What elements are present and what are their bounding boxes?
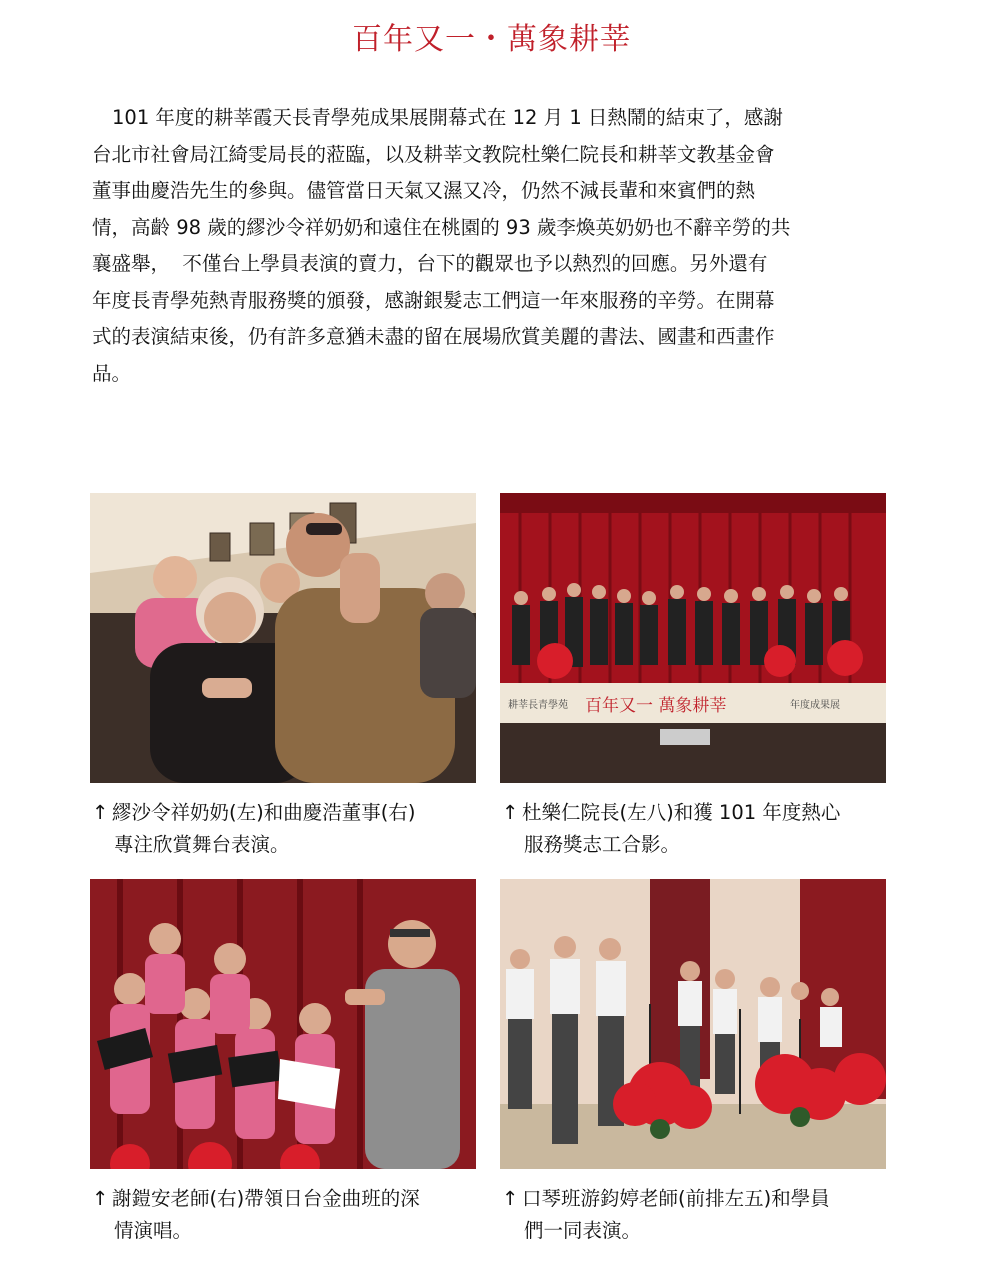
paragraph-line: 式的表演結束後，仍有許多意猶未盡的留在展場欣賞美麗的書法、國畫和西畫作: [92, 325, 775, 348]
caption-line: 繆沙令祥奶奶(左)和曲慶浩董事(右): [112, 801, 416, 824]
photo-caption: [92, 797, 492, 861]
article-paragraph: [92, 100, 902, 392]
banner-left-text: 耕莘長青學苑: [508, 700, 568, 711]
caption-line: 謝鎧安老師(右)帶領日台金曲班的深: [112, 1187, 420, 1210]
photo-harmonica-band: [500, 879, 886, 1169]
caption-line: 杜樂仁院長(左八)和獲 101 年度熱心: [522, 801, 841, 824]
caption-line: 服務獎志工合影。: [524, 833, 681, 856]
photo-stage-group: [500, 493, 886, 783]
paragraph-line: 101 年度的耕莘霞天長青學苑成果展開幕式在 12 月 1 日熱鬧的結束了，感謝: [112, 106, 783, 129]
caption-line: 專注欣賞舞台表演。: [114, 833, 290, 856]
up-arrow-icon: ↑: [92, 801, 109, 824]
caption-line: 們一同表演。: [524, 1219, 642, 1242]
paragraph-line: 台北市社會局江綺雯局長的蒞臨，以及耕莘文教院杜樂仁院長和耕莘文教基金會: [92, 142, 775, 166]
photo-choir: [90, 879, 476, 1169]
paragraph-line: 品。: [92, 361, 132, 385]
page-title: 百年又一・萬象耕莘: [352, 22, 631, 57]
paragraph-line: 襄盛舉， 不僅台上學員表演的賣力，台下的觀眾也予以熱烈的回應。另外還有: [92, 252, 768, 275]
photo-audience: [90, 493, 476, 783]
photo-caption: [502, 1183, 902, 1247]
banner-title-text: 百年又一 萬象耕莘: [585, 696, 727, 716]
photo-caption: [502, 797, 902, 861]
banner-right-text: 年度成果展: [790, 700, 840, 711]
photo-caption: [92, 1183, 492, 1247]
caption-line: 情演唱。: [114, 1219, 193, 1242]
up-arrow-icon: ↑: [502, 1187, 519, 1210]
paragraph-line: 年度長青學苑熱青服務獎的頒發，感謝銀髮志工們這一年來服務的辛勞。在開幕: [92, 288, 775, 312]
up-arrow-icon: ↑: [92, 1187, 109, 1210]
paragraph-line: 情，高齡 98 歲的繆沙令祥奶奶和遠住在桃園的 93 歲李煥英奶奶也不辭辛勞的共: [92, 215, 791, 239]
paragraph-line: 董事曲慶浩先生的參與。儘管當日天氣又濕又冷，仍然不減長輩和來賓們的熱: [92, 179, 756, 202]
up-arrow-icon: ↑: [502, 801, 519, 824]
caption-line: 口琴班游鈞婷老師(前排左五)和學員: [522, 1187, 830, 1210]
